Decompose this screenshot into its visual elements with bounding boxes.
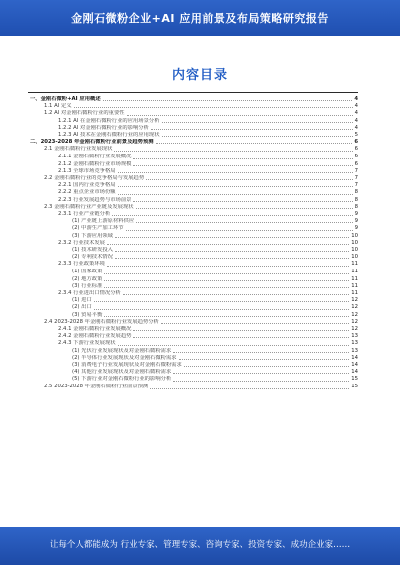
toc-leader-dots [103, 100, 353, 101]
toc-entry-title: 2.4.2 金刚石微粉行业发展趋势 [58, 333, 132, 340]
toc-entry-title: (2) 中游生产加工环节 [72, 225, 124, 232]
toc-leader-dots [127, 115, 353, 116]
toc-entry-page: 8 [354, 189, 358, 196]
toc-entry-title: (5) 下游行业对金刚石微粉行业的影响分析 [72, 376, 172, 383]
toc-entry-title: 2.4.3 下游行业发展现状 [58, 340, 116, 347]
toc-entry[interactable] [30, 362, 358, 369]
header-banner [0, 0, 400, 36]
toc-leader-dots [133, 158, 352, 159]
toc-entry-title: 2.3.2 行业技术发展 [58, 239, 105, 246]
toc-entry-title: 1.2.2 AI 对金刚石微粉行业的影响分析 [58, 124, 149, 131]
toc-entry-title: (3) 贸易平衡 [72, 311, 103, 318]
toc-entry-page: 10 [351, 239, 358, 246]
toc-entry[interactable] [30, 240, 358, 247]
toc-leader-dots [118, 345, 350, 346]
toc-entry[interactable] [30, 103, 358, 110]
toc-entry[interactable] [30, 340, 358, 347]
toc-leader-dots [136, 222, 352, 223]
toc-entry-page: 4 [354, 117, 358, 124]
toc-entry-page: 6 [354, 146, 358, 153]
toc-entry[interactable] [30, 182, 358, 189]
toc-leader-dots [115, 258, 349, 259]
toc-entry-page: 4 [354, 96, 358, 102]
toc-entry[interactable] [30, 146, 358, 153]
toc-entry[interactable] [30, 297, 358, 304]
toc-entry[interactable] [30, 161, 358, 168]
toc-entry-page: 7 [354, 175, 358, 182]
report-title: 金刚石微粉企业+AI 应用前景及布局策略研究报告 [71, 12, 329, 25]
toc-leader-dots [133, 337, 349, 338]
toc-entry-page: 4 [354, 124, 358, 131]
toc-entry[interactable] [30, 168, 358, 175]
toc-leader-dots [162, 122, 353, 123]
toc-entry[interactable] [30, 204, 358, 211]
toc-leader-dots [115, 251, 349, 252]
toc-leader-dots [184, 366, 349, 367]
toc-entry-page: 11 [351, 282, 358, 289]
toc-entry[interactable] [30, 132, 358, 139]
toc-entry[interactable] [30, 189, 358, 196]
table-of-contents [30, 96, 358, 516]
footer-slogan: 让每个人都能成为 行业专家、管理专家、咨询专家、投资专家、成功企业家…… [49, 540, 351, 550]
toc-leader-dots [161, 323, 349, 324]
toc-entry-page: 7 [354, 182, 358, 189]
toc-entry-page: 14 [351, 354, 358, 361]
toc-entry-page: 12 [351, 318, 358, 325]
toc-entry-page: 4 [354, 103, 358, 110]
toc-entry-page: 8 [354, 196, 358, 203]
toc-leader-dots [104, 280, 349, 281]
toc-entry-page: 9 [354, 211, 358, 217]
toc-entry-page: 14 [351, 361, 358, 368]
toc-entry-title: 1.2.1 AI 在金刚石微粉行业的应用场景分析 [58, 117, 160, 124]
toc-leader-dots [107, 266, 349, 267]
toc-leader-dots [107, 244, 349, 245]
toc-entry[interactable] [30, 211, 358, 218]
toc-entry[interactable] [30, 319, 358, 326]
toc-leader-dots [156, 143, 353, 144]
toc-entry-title: 2.1 金刚石微粉行业发展现状 [44, 146, 113, 153]
toc-leader-dots [114, 151, 352, 152]
toc-entry-title: (3) 行业标准 [72, 282, 103, 289]
toc-leader-dots [104, 316, 349, 317]
toc-entry-page: 11 [351, 268, 358, 275]
toc-entry-title: (4) 其他行业发展现状及对金刚石微粉需求 [72, 369, 172, 376]
toc-leader-dots [133, 201, 352, 202]
toc-entry[interactable] [30, 218, 358, 225]
toc-entry-page: 7 [354, 167, 358, 174]
toc-entry-page: 13 [351, 347, 358, 354]
toc-leader-dots [123, 294, 349, 295]
toc-entry-page: 6 [354, 139, 358, 146]
toc-entry-title: (3) 下游应用领域 [72, 232, 113, 239]
toc-entry-title: (1) 国家政策 [72, 268, 103, 275]
toc-leader-dots [151, 129, 353, 130]
toc-entry-title: (2) 地方政策 [72, 275, 103, 282]
toc-entry-title: 二、2023-2028 年金刚石微粉行业前景及趋势预测 [30, 139, 154, 146]
toc-entry[interactable] [30, 369, 358, 376]
toc-entry-page: 12 [351, 297, 358, 304]
toc-leader-dots [173, 352, 349, 353]
toc-entry-title: 2.2.1 国内行业竞争格局 [58, 182, 116, 189]
toc-entry[interactable] [30, 276, 358, 283]
toc-entry[interactable] [30, 233, 358, 240]
toc-entry[interactable] [30, 304, 358, 311]
toc-entry[interactable] [30, 118, 358, 125]
toc-entry[interactable] [30, 326, 358, 333]
toc-entry-title: 2.1.1 金刚石微粉行业发展概况 [58, 153, 132, 160]
toc-entry-page: 12 [351, 304, 358, 311]
toc-leader-dots [112, 215, 352, 216]
toc-entry[interactable] [30, 384, 358, 391]
toc-entry[interactable] [30, 283, 358, 290]
toc-entry[interactable] [30, 247, 358, 254]
toc-entry-title: 2.2 金刚石微粉行业的竞争格局与发展趋势 [44, 175, 145, 182]
toc-entry-page: 10 [351, 232, 358, 239]
toc-entry[interactable] [30, 333, 358, 340]
toc-entry-page: 10 [351, 246, 358, 253]
toc-entry[interactable] [30, 376, 358, 383]
toc-entry-title: (2) 半导体行业发展现状及对金刚石微粉需求 [72, 354, 177, 361]
toc-entry-title: (1) 光伏行业发展现状及对金刚石微粉需求 [72, 347, 172, 354]
toc-leader-dots [74, 107, 353, 108]
toc-entry[interactable] [30, 355, 358, 362]
toc-entry[interactable] [30, 261, 358, 268]
toc-entry[interactable] [30, 269, 358, 276]
toc-leader-dots [146, 179, 352, 180]
toc-entry-page: 6 [354, 153, 358, 160]
toc-entry-title: 2.3.3 行业政策环境 [58, 261, 105, 268]
toc-entry[interactable] [30, 125, 358, 132]
toc-leader-dots [94, 301, 349, 302]
toc-entry[interactable] [30, 139, 358, 146]
toc-leader-dots [94, 309, 349, 310]
toc-entry[interactable] [30, 348, 358, 355]
toc-entry-title: 2.3 金刚石微粉行业产业链及发展现状 [44, 203, 134, 210]
toc-leader-dots [173, 373, 349, 374]
toc-entry[interactable] [30, 312, 358, 319]
toc-entry-title: 2.5 2023-2028 年金刚石微粉行业前景预测 [44, 383, 149, 390]
toc-entry[interactable] [30, 254, 358, 261]
toc-entry-title: 2.3.1 行业产业链分析 [58, 211, 111, 217]
toc-entry-page: 13 [351, 333, 358, 340]
toc-entry-page: 13 [351, 340, 358, 347]
toc-leader-dots [118, 194, 353, 195]
toc-leader-dots [118, 172, 353, 173]
toc-leader-dots [173, 381, 349, 382]
toc-leader-dots [115, 237, 349, 238]
toc-entry-page: 5 [354, 131, 358, 138]
toc-entry-title: (2) 专利技术情况 [72, 254, 113, 261]
toc-entry-title: 2.1.2 金刚石微粉行业市场规模 [58, 160, 132, 167]
toc-entry-title: (1) 进口 [72, 297, 92, 304]
toc-entry[interactable] [30, 96, 358, 103]
toc-entry-page: 8 [354, 203, 358, 210]
toc-entry[interactable] [30, 154, 358, 161]
toc-entry-title: (1) 产业链上游原材料供应 [72, 218, 135, 225]
toc-entry-title: 1.2 AI 对金刚石微粉行业的重要性 [44, 110, 125, 117]
toc-entry-title: 2.3.4 行业进出口情况分析 [58, 290, 121, 297]
toc-divider [28, 92, 358, 93]
toc-entry[interactable] [30, 110, 358, 117]
toc-entry-page: 14 [351, 369, 358, 376]
toc-entry-page: 11 [351, 261, 358, 268]
toc-entry-page: 12 [351, 311, 358, 318]
toc-entry-title: (1) 技术研发投入 [72, 246, 113, 253]
toc-entry-title: 2.2.3 行业发展趋势与市场前景 [58, 196, 132, 203]
toc-entry[interactable] [30, 197, 358, 204]
toc-entry-page: 9 [354, 218, 358, 225]
toc-leader-dots [179, 359, 350, 360]
toc-entry-page: 6 [354, 160, 358, 167]
toc-entry-title: (2) 出口 [72, 304, 92, 311]
toc-leader-dots [126, 230, 353, 231]
toc-entry-title: 1.1 AI 定义 [44, 103, 72, 110]
toc-heading: 内容目录 [171, 68, 228, 83]
toc-leader-dots [104, 273, 349, 274]
toc-entry-title: 2.2.2 重点企业市场份额 [58, 189, 116, 196]
toc-entry[interactable] [30, 175, 358, 182]
toc-entry-title: 2.1.3 全球市场竞争格局 [58, 167, 116, 174]
toc-leader-dots [118, 186, 353, 187]
toc-entry-page: 15 [351, 376, 358, 383]
toc-leader-dots [133, 165, 352, 166]
toc-entry-title: (3) 消费电子行业发展现状及对金刚石微粉需求 [72, 361, 182, 368]
toc-leader-dots [133, 330, 349, 331]
toc-entry-page: 12 [351, 326, 358, 332]
toc-entry-title: 1.2.3 AI 技术在金刚石微粉行业的应用现状 [58, 131, 160, 138]
toc-entry[interactable] [30, 290, 358, 297]
toc-entry-page: 9 [354, 225, 358, 232]
toc-entry-title: 2.4.1 金刚石微粉行业发展概况 [58, 326, 132, 332]
toc-entry-page: 10 [351, 254, 358, 261]
toc-entry-title: 2.4 2023-2028 年金刚石微粉行业发展趋势分析 [44, 318, 159, 325]
toc-entry-page: 4 [354, 110, 358, 117]
toc-entry-page: 11 [351, 290, 358, 297]
toc-leader-dots [104, 287, 349, 288]
toc-entry[interactable] [30, 225, 358, 232]
toc-leader-dots [150, 388, 349, 389]
toc-leader-dots [162, 136, 353, 137]
toc-entry-title: 一、金刚石微粉+AI 应用概述 [30, 96, 101, 102]
toc-leader-dots [136, 208, 353, 209]
toc-entry-page: 15 [351, 383, 358, 390]
toc-entry-page: 11 [351, 275, 358, 282]
